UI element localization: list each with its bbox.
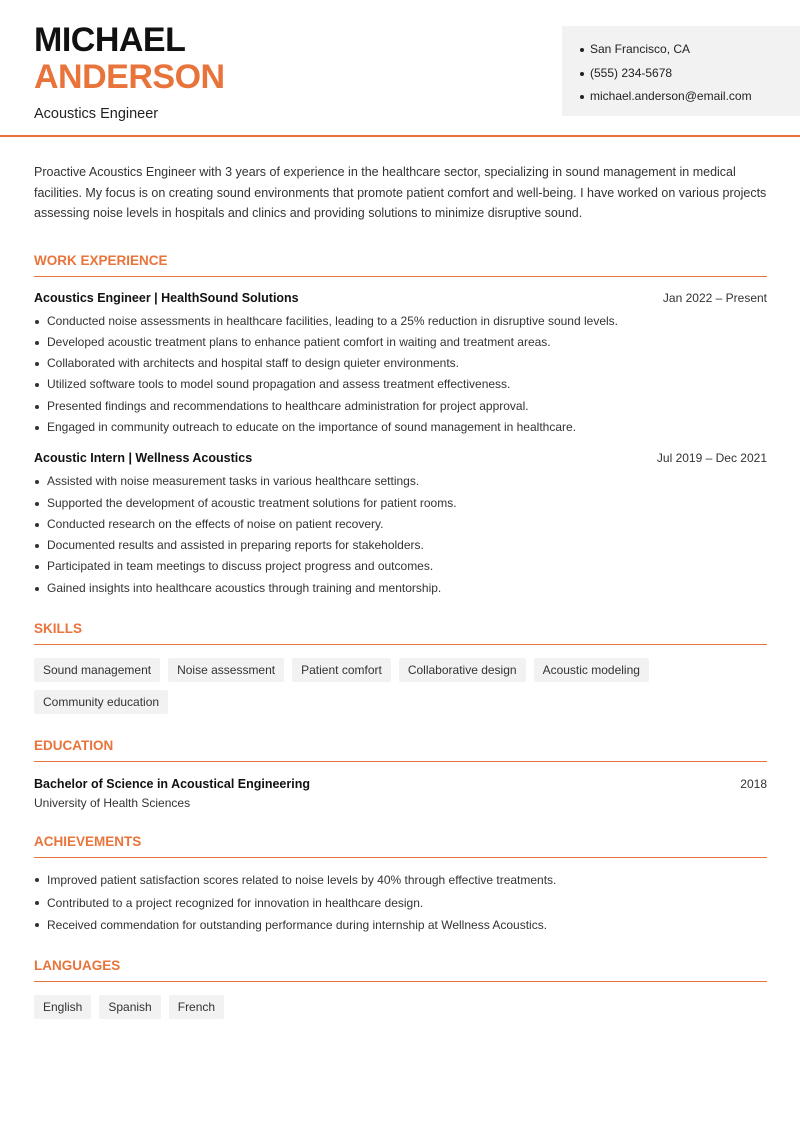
job-bullet: Conducted research on the effects of noise on patient recovery. (34, 514, 767, 535)
job-bullet: Gained insights into healthcare acoustics through training and mentorship. (34, 578, 767, 599)
job-bullet: Participated in team meetings to discuss project progress and outcomes. (34, 556, 767, 577)
job-entry (34, 291, 767, 439)
job-bullet: Conducted noise assessments in healthcare facilities, leading to a 25% reduction in disruptive sound levels. (34, 311, 767, 332)
languages-section (34, 958, 767, 1019)
job-bullet: Presented findings and recommendations to healthcare administration for project approval. (34, 396, 767, 417)
section-title-achievements: ACHIEVEMENTS (34, 834, 767, 858)
skill-tag: Sound management (34, 658, 160, 682)
skill-tag: Community education (34, 690, 168, 714)
language-tag: English (34, 995, 91, 1019)
work-section (34, 253, 767, 600)
job-bullet: Developed acoustic treatment plans to enhance patient comfort in waiting and treatment areas. (34, 332, 767, 353)
job-bullet: Supported the development of acoustic treatment solutions for patient rooms. (34, 493, 767, 514)
contact-box (562, 26, 800, 116)
section-title-work: WORK EXPERIENCE (34, 253, 767, 277)
achievements-section (34, 834, 767, 937)
language-tag: French (169, 995, 224, 1019)
job-bullet: Documented results and assisted in preparing reports for stakeholders. (34, 535, 767, 556)
education-degree: Bachelor of Science in Acoustical Engineering (34, 777, 310, 792)
contact-email: michael.anderson@email.com (580, 85, 800, 109)
skill-tag: Acoustic modeling (534, 658, 649, 682)
contact-location: San Francisco, CA (580, 38, 800, 62)
education-year: 2018 (740, 777, 767, 792)
job-role: Acoustic Intern | Wellness Acoustics (34, 451, 253, 466)
job-role: Acoustics Engineer | HealthSound Solutions (34, 290, 299, 305)
education-school: University of Health Sciences (34, 796, 191, 811)
skill-tag: Noise assessment (168, 658, 284, 682)
job-bullet: Collaborated with architects and hospital staff to design quieter environments. (34, 353, 767, 374)
education-section (34, 738, 767, 810)
job-date: Jul 2019 – Dec 2021 (656, 451, 767, 466)
summary: Proactive Acoustics Engineer with 3 years of experience in the healthcare sector, specializing in sound management in medical facilities. My focus is on creating sound environments that promote patient comfort and well-being. I have worked on various projects assessing noise levels in hospitals and clinics and providing solutions to minimize disruptive sound. (34, 165, 767, 220)
job-bullet: Utilized software tools to model sound propagation and assess treatment effectiveness. (34, 374, 767, 395)
job-title: Acoustics Engineer (34, 106, 159, 122)
first-name: MICHAEL (34, 21, 186, 59)
language-tag: Spanish (99, 995, 160, 1019)
resume-body (34, 162, 767, 1019)
job-bullet: Assisted with noise measurement tasks in various healthcare settings. (34, 471, 767, 492)
job-entry (34, 451, 767, 599)
skills-section (34, 621, 767, 714)
job-bullet: Engaged in community outreach to educate on the importance of sound management in healthcare. (34, 417, 767, 438)
skill-tag: Patient comfort (292, 658, 391, 682)
achievement-item: Improved patient satisfaction scores related to noise levels by 40% through effective treatments. (34, 869, 767, 892)
section-title-skills: SKILLS (34, 621, 767, 645)
skill-tag: Collaborative design (399, 658, 526, 682)
last-name: ANDERSON (34, 58, 225, 96)
name-block (34, 22, 225, 122)
section-title-languages: LANGUAGES (34, 958, 767, 982)
contact-phone: (555) 234-5678 (580, 62, 800, 86)
section-title-education: EDUCATION (34, 738, 767, 762)
job-date: Jan 2022 – Present (662, 290, 767, 305)
achievement-item: Contributed to a project recognized for innovation in healthcare design. (34, 892, 767, 915)
resume-header (0, 0, 800, 137)
achievement-item: Received commendation for outstanding performance during internship at Wellness Acoustics. (34, 914, 767, 937)
